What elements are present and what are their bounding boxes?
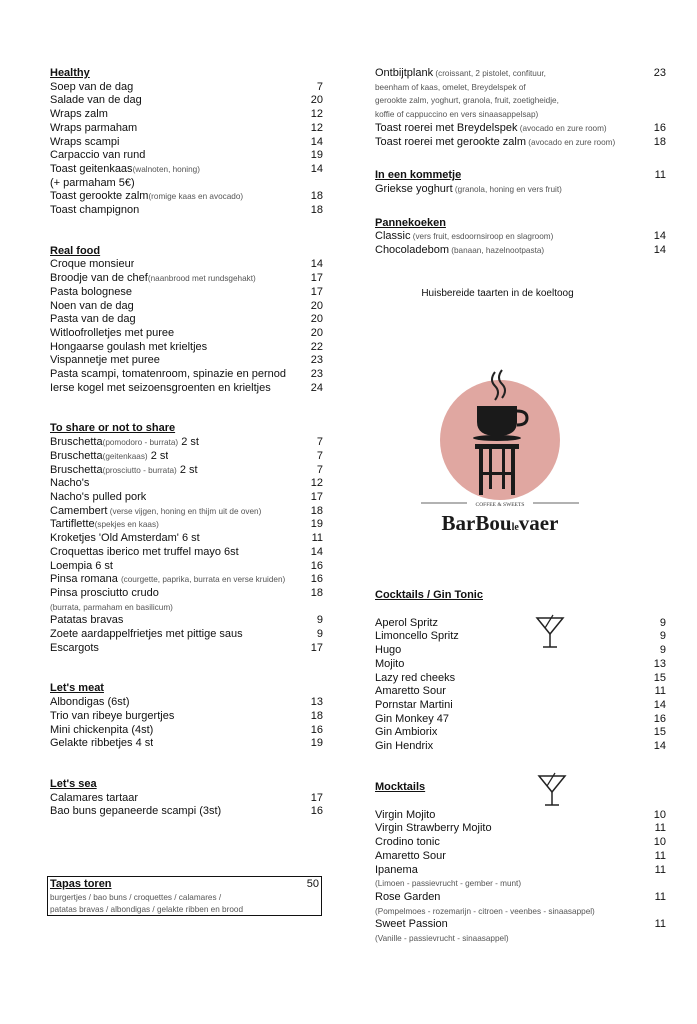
menu-item — [50, 546, 323, 560]
item-name: Gin Ambiorix — [375, 726, 438, 739]
item-name: Nacho's pulled pork — [50, 490, 147, 503]
menu-item — [375, 850, 666, 864]
menu-item — [50, 286, 323, 300]
item-price: 23 — [310, 368, 323, 381]
item-name: Ierse kogel met seizoensgroenten en krieltjes — [50, 381, 271, 394]
logo-tagline: COFFEE & SWEETS — [475, 502, 525, 508]
section-title-mocktails: Mocktails — [375, 781, 426, 793]
menu-item — [50, 108, 323, 122]
menu-item — [375, 244, 666, 258]
menu-item — [375, 658, 666, 672]
item-name: Amaretto Sour — [375, 685, 446, 698]
menu-item — [375, 699, 666, 713]
item-note: (walnoten, honing) — [132, 164, 200, 174]
item-name: Pinsa prosciutto crudo — [50, 586, 159, 599]
item-note: (naanbrood met rundsgehakt) — [147, 274, 256, 284]
item-price: 12 — [310, 121, 323, 134]
tapas-price: 50 — [306, 878, 319, 890]
item-price: 7 — [316, 449, 323, 462]
right-column — [375, 67, 666, 258]
item-name: Limoncello Spritz — [375, 630, 459, 643]
item-price: 7 — [316, 80, 323, 93]
item-price: 20 — [310, 313, 323, 326]
item-price: 10 — [653, 808, 666, 821]
item-name: Pasta bolognese — [50, 285, 132, 298]
menu-item — [50, 518, 323, 532]
item-price: 14 — [653, 698, 666, 711]
menu-item — [50, 436, 323, 450]
menu-item — [375, 822, 666, 836]
item-name: Gelakte ribbetjes 4 st — [50, 737, 154, 750]
menu-item — [375, 685, 666, 699]
item-note: (pomodoro - burrata) — [102, 438, 179, 448]
item-price: 9 — [316, 614, 323, 627]
item-name: Amaretto Sour — [375, 849, 446, 862]
item-price: 11 — [654, 685, 666, 698]
cocktail-glass-icon — [535, 614, 565, 650]
section-title-real-food: Real food — [50, 244, 101, 257]
logo-wordmark: BarBoulevaer — [441, 511, 559, 535]
menu-item — [375, 672, 666, 686]
item-price: 13 — [310, 696, 323, 709]
item-name: Escargots — [50, 641, 99, 654]
item-price: 7 — [316, 463, 323, 476]
list-cocktails — [375, 617, 666, 754]
item-name: Toast roerei met gerookte zalm — [375, 135, 527, 148]
item-price: 14 — [653, 230, 666, 243]
menu-item — [50, 464, 323, 478]
item-price: 11 — [654, 822, 666, 835]
menu-item — [50, 477, 323, 491]
item-name: (+ parmaham 5€) — [50, 176, 135, 189]
item-name: Wraps scampi — [50, 135, 120, 148]
menu-item — [50, 354, 323, 368]
item-price: 9 — [659, 644, 666, 657]
item-note: (romige kaas en avocado) — [148, 192, 244, 202]
menu-item — [50, 696, 323, 710]
item-price: 22 — [310, 340, 323, 353]
item-price: 16 — [653, 121, 666, 134]
item-quantity: 2 st — [147, 449, 169, 462]
item-name: Croquettas iberico met truffel mayo 6st — [50, 545, 239, 558]
item-name: Bruschetta — [50, 449, 103, 462]
tapas-title: Tapas toren — [50, 878, 112, 890]
menu-item — [50, 805, 323, 819]
item-note: (geitenkaas) — [102, 451, 148, 461]
item-price: 11 — [311, 532, 323, 545]
item-price: 16 — [310, 573, 323, 586]
menu-item — [50, 341, 323, 355]
item-price: 12 — [310, 477, 323, 490]
menu-item — [50, 792, 323, 806]
item-price: 19 — [310, 737, 323, 750]
item-name: Pinsa romana — [50, 573, 121, 586]
item-price: 18 — [310, 504, 323, 517]
item-name: Noen van de dag — [50, 299, 134, 312]
item-price: 17 — [310, 272, 323, 285]
item-note: (vers fruit, esdoornsiroop en slagroom) — [410, 232, 554, 242]
item-name: Toast champignon — [50, 204, 140, 217]
item-price: 17 — [310, 285, 323, 298]
item-quantity: 2 st — [176, 463, 198, 476]
section-title-share: To share or not to share — [50, 422, 176, 435]
kommetje-price: 11 — [654, 169, 666, 182]
menu-item — [375, 617, 666, 631]
item-name: Soep van de dag — [50, 80, 134, 93]
item-name: Lazy red cheeks — [375, 671, 456, 684]
menu-item-ontbijtplank — [375, 67, 666, 81]
item-name: Toast roerei met Breydelspek — [375, 121, 518, 134]
item-price: 20 — [310, 94, 323, 107]
section-title-pannekoeken: Pannekoeken — [375, 216, 446, 229]
item-name: Hugo — [375, 644, 402, 657]
item-price: 9 — [316, 628, 323, 641]
section-title-healthy: Healthy — [50, 67, 90, 79]
list-share — [50, 436, 323, 655]
item-price: 18 — [310, 709, 323, 722]
item-price: 14 — [310, 258, 323, 271]
menu-item — [50, 149, 323, 163]
item-name: Pornstar Martini — [375, 698, 453, 711]
item-name: Ontbijtplank — [375, 67, 434, 79]
menu-item — [375, 836, 666, 850]
section-title-sea: Let's sea — [50, 777, 97, 790]
menu-item — [50, 122, 323, 136]
item-price: 18 — [653, 135, 666, 148]
left-column — [50, 67, 323, 819]
menu-item — [50, 560, 323, 574]
item-price: 11 — [654, 863, 666, 876]
item-name: Calamares tartaar — [50, 791, 139, 804]
item-price: 16 — [310, 805, 323, 818]
item-price: 20 — [310, 299, 323, 312]
list-meat — [50, 696, 323, 751]
menu-item — [50, 532, 323, 546]
menu-item — [50, 136, 323, 150]
item-name: Crodino tonic — [375, 836, 440, 849]
item-name: Gin Monkey 47 — [375, 712, 449, 725]
item-name: Toast geitenkaas — [50, 162, 133, 175]
item-note: (courgette, paprika, burrata en verse kruiden) — [120, 575, 286, 585]
menu-item — [50, 327, 323, 341]
item-price: 16 — [310, 559, 323, 572]
logo-graphic — [419, 366, 581, 536]
item-price: 10 — [653, 836, 666, 849]
item-price: 20 — [310, 326, 323, 339]
menu-item — [50, 272, 323, 286]
item-note: (granola, honing en vers fruit) — [452, 184, 562, 194]
item-name: Pasta scampi, tomatenroom, spinazie en pernod — [50, 368, 287, 381]
cocktail-glass-icon — [537, 772, 567, 808]
item-name: Mini chickenpita (4st) — [50, 723, 154, 736]
item-name: Camembert — [50, 504, 108, 517]
menu-item — [375, 740, 666, 754]
item-description: (Vanille - passievrucht - sinaasappel) — [375, 934, 509, 944]
item-price: 11 — [654, 918, 666, 931]
item-price: 9 — [659, 616, 666, 629]
item-name: Bruschetta — [50, 463, 103, 476]
list-mocktails — [375, 809, 666, 946]
menu-item — [375, 122, 666, 136]
item-note: (prosciutto - burrata) — [102, 465, 177, 475]
menu-item — [50, 710, 323, 724]
section-title-meat: Let's meat — [50, 682, 104, 695]
item-name: Carpaccio van rund — [50, 149, 146, 162]
item-price: 18 — [310, 204, 323, 217]
tapas-line-1: burgertjes / bao buns / croquettes / calamares / — [50, 892, 222, 902]
item-name: Zoete aardappelfrietjes met pittige saus — [50, 628, 243, 641]
item-name: Trio van ribeye burgertjes — [50, 709, 175, 722]
item-price: 23 — [310, 354, 323, 367]
ontbijt-line-3: koffie of cappuccino en vers sinaasappelsap) — [375, 110, 539, 120]
item-name: Virgin Mojito — [375, 808, 436, 821]
item-price: 15 — [653, 726, 666, 739]
item-price: 19 — [310, 149, 323, 162]
menu-item — [375, 726, 666, 740]
item-name: Classic — [375, 230, 411, 243]
item-price: 17 — [310, 791, 323, 804]
item-name: Pasta van de dag — [50, 313, 136, 326]
list-sea — [50, 792, 323, 819]
menu-item — [50, 628, 323, 642]
menu-item — [50, 642, 323, 656]
item-price: 18 — [310, 586, 323, 599]
item-description: (Pompelmoes - rozemarijn - citroen - veenbes - sinaasappel) — [375, 906, 595, 916]
item-name: Witloofrolletjes met puree — [50, 326, 175, 339]
list-real-food — [50, 258, 323, 395]
item-note: (avocado en zure room) — [517, 123, 607, 133]
menu-item — [50, 724, 323, 738]
item-price: 14 — [310, 135, 323, 148]
item-name: Broodje van de chef — [50, 272, 148, 285]
section-title-kommetje: In een kommetje — [375, 169, 462, 182]
item-name: Mojito — [375, 657, 405, 670]
item-price: 24 — [310, 381, 323, 394]
menu-item — [375, 713, 666, 727]
item-price: 15 — [653, 671, 666, 684]
item-name: Rose Garden — [375, 890, 441, 903]
item-name: Nacho's — [50, 477, 90, 490]
menu-item — [375, 183, 666, 197]
menu-item — [50, 163, 323, 177]
item-name: Croque monsieur — [50, 258, 135, 271]
item-price: 9 — [659, 630, 666, 643]
item-note: (banaan, hazelnootpasta) — [449, 246, 545, 256]
item-price: 16 — [653, 712, 666, 725]
list-healthy — [50, 81, 323, 218]
item-price: 12 — [310, 108, 323, 121]
menu-item — [50, 258, 323, 272]
tapas-line-2: patatas bravas / albondigas / gelakte ribben en brood — [50, 905, 243, 915]
list-pannekoeken — [375, 230, 666, 257]
item-price: 14 — [653, 244, 666, 257]
cocktails-section — [375, 589, 666, 754]
menu-item — [50, 450, 323, 464]
item-name: Virgin Strawberry Mojito — [375, 822, 492, 835]
menu-item — [50, 177, 323, 191]
menu-item — [50, 81, 323, 95]
menu-item — [375, 864, 666, 878]
menu-item — [50, 313, 323, 327]
item-price: 14 — [310, 545, 323, 558]
item-description: (burrata, parmaham en basilicum) — [50, 602, 173, 612]
menu-item — [50, 190, 323, 204]
menu-item — [50, 382, 323, 396]
item-name: Patatas bravas — [50, 614, 124, 627]
item-name: Bruschetta — [50, 436, 103, 449]
ontbijt-line-1: beenham of kaas, omelet, Breydelspek of — [375, 82, 526, 92]
item-price: 11 — [654, 890, 666, 903]
item-name: Kroketjes 'Old Amsterdam' 6 st — [50, 532, 200, 545]
item-name: Chocoladebom — [375, 244, 449, 257]
item-price: 19 — [310, 518, 323, 531]
item-name: Toast gerookte zalm — [50, 190, 149, 203]
item-name: Wraps parmaham — [50, 121, 138, 134]
menu-item — [50, 94, 323, 108]
item-note: (spekjes en kaas) — [94, 520, 159, 530]
section-title-cocktails: Cocktails / Gin Tonic — [375, 589, 483, 601]
ontbijt-line-2: gerookte zalm, yoghurt, granola, fruit, zoetigheidje, — [375, 96, 559, 106]
item-description: (Limoen - passievrucht - gember - munt) — [375, 879, 522, 889]
item-price: 17 — [310, 641, 323, 654]
item-price: 13 — [653, 657, 666, 670]
list-ontbijt — [375, 122, 666, 149]
item-price: 11 — [654, 849, 666, 862]
item-name: Sweet Passion — [375, 918, 448, 931]
item-name: Salade van de dag — [50, 94, 142, 107]
item-name: Vispannetje met puree — [50, 354, 160, 367]
item-price: 18 — [310, 190, 323, 203]
item-quantity: 2 st — [178, 436, 199, 449]
menu-item — [375, 230, 666, 244]
item-name: Loempia 6 st — [50, 559, 113, 572]
item-note: (croissant, 2 pistolet, confituur, — [433, 69, 546, 78]
barboulevaer-logo — [419, 366, 581, 536]
menu-item — [50, 204, 323, 218]
item-price: 7 — [316, 436, 323, 449]
item-price: 23 — [653, 67, 666, 79]
mocktails-section — [375, 781, 666, 946]
item-name: Ipanema — [375, 863, 418, 876]
menu-item — [50, 737, 323, 751]
menu-item — [50, 491, 323, 505]
menu-item — [375, 809, 666, 823]
item-name: Hongaarse goulash met krieltjes — [50, 340, 208, 353]
item-note: (verse vijgen, honing en thijm uit de oven) — [107, 506, 262, 516]
item-price: 16 — [310, 723, 323, 736]
item-note: (avocado en zure room) — [526, 137, 616, 147]
menu-item — [375, 918, 666, 932]
menu-item — [50, 614, 323, 628]
item-name: Wraps zalm — [50, 108, 108, 121]
menu-item — [50, 368, 323, 382]
menu-item — [50, 300, 323, 314]
tapas-toren-box — [47, 876, 322, 916]
item-price: 17 — [310, 490, 323, 503]
menu-item — [375, 630, 666, 644]
list-kommetje — [375, 183, 666, 197]
taarten-note: Huisbereide taarten in de koeltoog — [421, 288, 574, 299]
menu-item — [375, 891, 666, 905]
item-name: Albondigas (6st) — [50, 696, 130, 709]
item-price: 14 — [653, 740, 666, 753]
item-price: 14 — [310, 162, 323, 175]
menu-item — [50, 573, 323, 587]
item-name: Aperol Spritz — [375, 616, 438, 629]
item-name: Bao buns gepaneerde scampi (3st) — [50, 805, 222, 818]
menu-item — [50, 505, 323, 519]
menu-item — [50, 587, 323, 601]
item-name: Tartiflette — [50, 518, 95, 531]
menu-item — [375, 136, 666, 150]
item-name: Griekse yoghurt — [375, 182, 453, 195]
menu-item — [375, 644, 666, 658]
item-name: Gin Hendrix — [375, 740, 434, 753]
